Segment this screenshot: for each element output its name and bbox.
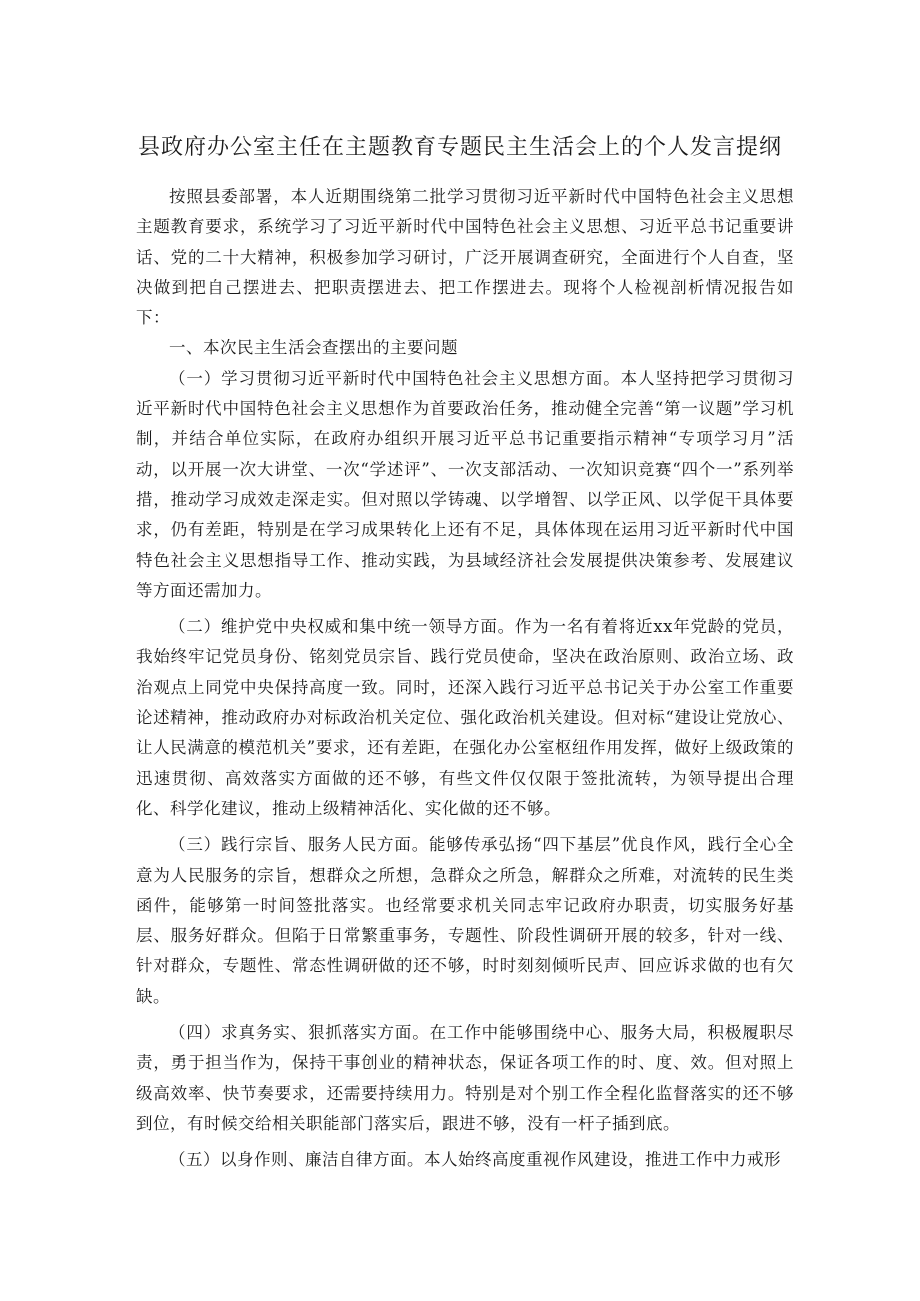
document-title: 县政府办公室主任在主题教育专题民主生活会上的个人发言提纲: [137, 135, 782, 160]
section-heading: 一、本次民主生活会查摆出的主要问题: [169, 338, 458, 358]
paragraph-serve-people: （三）践行宗旨、服务人民方面。能够传承弘扬“四下基层”优良作风，践行全心全意为人民服务的宗旨，想群众之所想，急群众之所急，解群众之所难，对流转的民生类函件，能够第一时间签批落实。也经常要求机关同志牢记政府办职责，切实服务好基层、服务好群众。但陷于日常繁重事务，专题性、阶段性调研开展的较多，针对一线、针对群众，专题性、常态性调研做的还不够，时时刻刻倾听民声、回应诉求做的也有欠缺。: [136, 835, 794, 1006]
paragraph-party-authority: （二）维护党中央权威和集中统一领导方面。作为一名有着将近xx年党龄的党员，我始终牢记党员身份、铭刻党员宗旨、践行党员使命，坚决在政治原则、政治立场、政治观点上同党中央保持高度一致。同时，还深入践行习近平总书记关于办公室工作重要论述精神，推动政府办对标政治机关定位、强化政治机关建设。但对标“建设让党放心、让人民满意的模范机关”要求，还有差距，在强化办公室枢纽作用发挥，做好上级政策的迅速贯彻、高效落实方面做的还不够，有些文件仅仅限于签批流转，为领导提出合理化、科学化建议，推动上级精神活化、实化做的还不够。: [136, 617, 794, 818]
paragraph-study: （一）学习贯彻习近平新时代中国特色社会主义思想方面。本人坚持把学习贯彻习近平新时代中国特色社会主义思想作为首要政治任务，推动健全完善“第一议题”学习机制，并结合单位实际，在政府办组织开展习近平总书记重要指示精神“专项学习月”活动，以开展一次大讲堂、一次“学述评”、一次支部活动、一次知识竞赛“四个一”系列举措，推动学习成效走深走实。但对照以学铸魂、以学增智、以学正风、以学促干具体要求，仍有差距，特别是在学习成果转化上还有不足，具体体现在运用习近平新时代中国特色社会主义思想指导工作、推动实践，为县域经济社会发展提供决策参考、发展建议等方面还需加力。: [136, 368, 794, 600]
document-body: [136, 182, 794, 1176]
intro-paragraph: 按照县委部署，本人近期围绕第二批学习贯彻习近平新时代中国特色社会主义思想主题教育要求，系统学习了习近平新时代中国特色社会主义思想、习近平总书记重要讲话、党的二十大精神，积极参加学习研讨，广泛开展调查研究，全面进行个人自查，坚决做到把自己摆进去、把职责摆进去、把工作摆进去。现将个人检视剖析情况报告如下：: [136, 187, 794, 328]
paragraph-implementation: （四）求真务实、狠抓落实方面。在工作中能够围绕中心、服务大局，积极履职尽责，勇于担当作为，保持干事创业的精神状态，保证各项工作的时、度、效。但对照上级高效率、快节奏要求，还需要持续用力。特别是对个别工作全程化监督落实的还不够到位，有时候交给相关职能部门落实后，跟进不够，没有一杆子插到底。: [136, 1023, 794, 1133]
paragraph-integrity: （五）以身作则、廉洁自律方面。本人始终高度重视作风建设，推进工作中力戒形: [169, 1150, 781, 1170]
